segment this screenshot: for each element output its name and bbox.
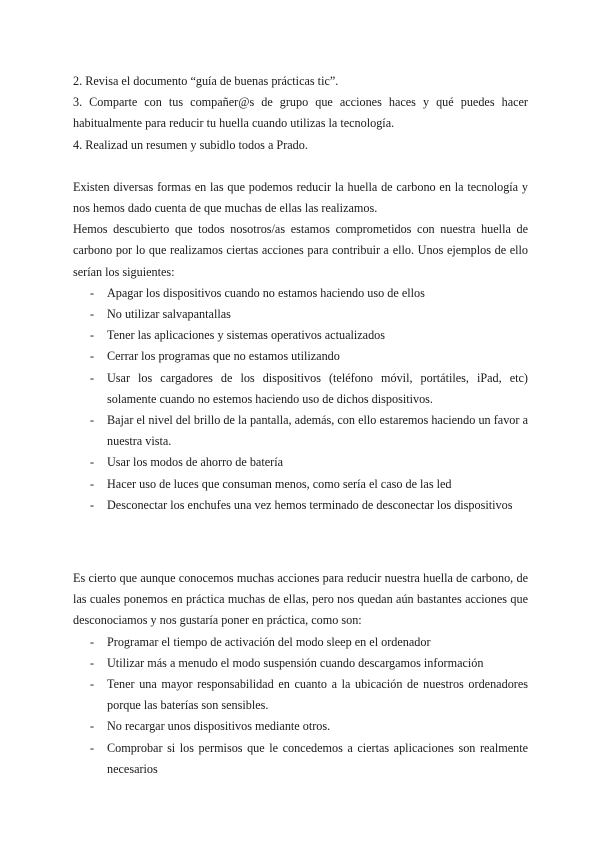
document-page xyxy=(73,71,528,780)
step-4: 4. Realizad un resumen y subidlo todos a Prado. xyxy=(73,137,308,152)
outro-paragraph: Es cierto que aunque conocemos muchas acciones para reducir nuestra huella de carbono, de las cuales ponemos en práctica muchas de ellas, pero nos quedan aún bastantes acciones que desconociamos y nos gustaría poner en práctica, como son: xyxy=(73,571,528,628)
intro-paragraph-2: Hemos descubierto que todos nosotros/as estamos comprometidos con nuestra huella de carbono por lo que realizamos ciertas acciones para contribuir a ello. Unos ejemplos de ello serían los siguientes: xyxy=(73,222,528,279)
list-item: - Apagar los dispositivos cuando no estamos haciendo uso de ellos xyxy=(73,283,528,304)
list-item: - No recargar unos dispositivos mediante otros. xyxy=(73,716,528,737)
step-3: 3. Comparte con tus compañer@s de grupo que acciones haces y qué puedes hacer habitualmente para reducir tu huella cuando utilizas la tecnología. xyxy=(73,95,528,131)
bullet-dash: - xyxy=(90,285,95,300)
list-item: - Hacer uso de luces que consuman menos, como sería el caso de las led xyxy=(73,474,528,495)
list-item: - Usar los cargadores de los dispositivos (teléfono móvil, portátiles, iPad, etc) solamente cuando no estemos haciendo uso de dichos dispositivos. xyxy=(73,368,528,410)
list-item: - Programar el tiempo de activación del modo sleep en el ordenador xyxy=(73,632,528,653)
list-item: - Comprobar si los permisos que le concedemos a ciertas aplicaciones son realmente necesarios xyxy=(73,738,528,780)
list-item: - Tener las aplicaciones y sistemas operativos actualizados xyxy=(73,325,528,346)
intro-paragraph-1: Existen diversas formas en las que podemos reducir la huella de carbono en la tecnología y nos hemos dado cuenta de que muchas de ellas las realizamos. xyxy=(73,179,528,216)
bullet-dash: - xyxy=(90,328,95,343)
list-item: - Usar los modos de ahorro de batería xyxy=(73,452,528,473)
list-item: - Cerrar los programas que no estamos utilizando xyxy=(73,346,528,367)
bullet-dash: - xyxy=(90,719,95,734)
step-2: 2. Revisa el documento “guía de buenas prácticas tic”. xyxy=(73,74,339,88)
bullet-dash: - xyxy=(90,455,95,470)
bullet-dash: - xyxy=(90,307,95,322)
bullet-dash: - xyxy=(90,413,95,428)
bullet-dash: - xyxy=(90,677,95,692)
list-item: - Tener una mayor responsabilidad en cuanto a la ubicación de nuestros ordenadores porque las baterías son sensibles. xyxy=(73,674,528,716)
bullet-dash: - xyxy=(90,476,95,491)
list-item: - Bajar el nivel del brillo de la pantalla, además, con ello estaremos haciendo un favor a nuestra vista. xyxy=(73,410,528,452)
todo-actions-list xyxy=(73,632,528,780)
bullet-dash: - xyxy=(90,497,95,512)
bullet-dash: - xyxy=(90,370,95,385)
done-actions-list xyxy=(73,283,528,516)
list-item: - Desconectar los enchufes una vez hemos terminado de desconectar los dispositivos xyxy=(73,495,528,516)
bullet-dash: - xyxy=(90,655,95,670)
list-item: - Utilizar más a menudo el modo suspensión cuando descargamos información xyxy=(73,653,528,674)
bullet-dash: - xyxy=(90,634,95,649)
list-item: - No utilizar salvapantallas xyxy=(73,304,528,325)
spacer xyxy=(73,516,528,568)
bullet-dash: - xyxy=(90,740,95,755)
spacer xyxy=(73,156,528,177)
bullet-dash: - xyxy=(90,349,95,364)
